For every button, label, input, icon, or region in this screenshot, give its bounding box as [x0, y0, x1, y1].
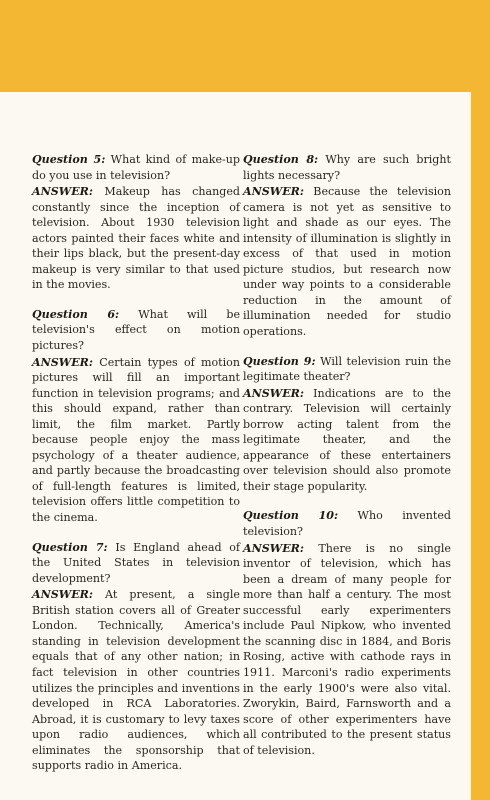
qa-block-question-5 — [32, 152, 240, 293]
qa-block-question-10 — [243, 508, 451, 758]
question-label: Question 10: — [243, 509, 339, 523]
answer-label: ANSWER: — [243, 185, 304, 199]
question-text — [243, 508, 451, 539]
answer-body: Certain types of motion pictures will fill an important function in television programs; and this should expand, rather than limit, the film market. Partly because people enjoy the mass psychology of a theater audience, and partly because the broadcasting of full-length features is limited, television offers little competition to the cinema. — [32, 355, 240, 525]
answer-label: ANSWER: — [243, 541, 304, 555]
answer-label: ANSWER: — [32, 588, 93, 602]
answer-body: At present, a single British station covers all of Greater London. Technically, America's standing in television development equals that of any other nation; in fact television in other countries utilizes the principles and inventions developed in RCA Laboratories. Abroad, it is customary to levy taxes upon radio audiences, which eliminates the sponsorship that supports radio in America. — [32, 588, 240, 773]
question-label: Question 7: — [32, 540, 108, 554]
question-label: Question 9: — [243, 354, 316, 368]
answer-text — [32, 356, 240, 524]
answer-text — [243, 387, 451, 493]
question-label: Question 6: — [32, 307, 120, 321]
question-label: Question 8: — [243, 153, 319, 166]
question-body: Will television ruin the legitimate theater? — [243, 354, 452, 384]
answer-label: ANSWER: — [243, 386, 304, 400]
question-body: What kind of make-up do you use in television? — [32, 153, 241, 182]
answer-text — [32, 588, 240, 772]
question-text — [243, 354, 451, 385]
question-body: Who invented television? — [243, 509, 451, 539]
answer-body: Makeup has changed constantly since the inception of television. About 1930 television actors painted their faces white and their lips black, but the present-day makeup is very similar to that used in the movies. — [32, 185, 240, 292]
qa-block-question-8 — [243, 152, 451, 340]
booklet-page — [0, 92, 471, 800]
answer-text — [243, 542, 451, 757]
question-text — [32, 307, 240, 354]
right-column — [243, 152, 451, 772]
question-body: Is England ahead of the United States in television development? — [32, 540, 241, 585]
question-label: Question 5: — [32, 153, 106, 166]
answer-text — [32, 185, 240, 291]
question-text — [243, 152, 451, 183]
question-body: What will be television's effect on motion pictures? — [32, 307, 241, 353]
question-text — [32, 540, 240, 587]
qa-block-question-6 — [32, 307, 240, 526]
answer-text — [243, 185, 451, 338]
answer-label: ANSWER: — [32, 185, 93, 199]
answer-body: Because the television camera is not yet as sensitive to light and shade as our eyes. The intensity of illumination is slightly in excess of that used in motion picture studios, but research now under way points to a considerable reduction in the amount of illumination needed for studio operations. — [243, 185, 452, 339]
qa-block-question-7 — [32, 540, 240, 774]
qa-block-question-9 — [243, 354, 451, 495]
question-text — [32, 152, 240, 183]
answer-label: ANSWER: — [32, 355, 93, 369]
answer-body: There is no single inventor of television, which has been a dream of many people for more than half a century. The most successful early experimenters include Paul Nipkow, who invented the scanning disc in 1884, and Boris Rosing, active with cathode rays in 1911. Marconi's radio experiments in the early 1900's were also vital. Zworykin, Baird, Farnsworth and a score of other experimenters have all contributed to the present status of television. — [243, 541, 451, 757]
answer-body: Indications are to the contrary. Television will certainly borrow acting talent from the legitimate theater, and the appearance of these entertainers over television should also promote their stage popularity. — [243, 386, 451, 493]
left-column — [32, 152, 240, 788]
question-body: Why are such bright lights necessary? — [243, 153, 452, 182]
